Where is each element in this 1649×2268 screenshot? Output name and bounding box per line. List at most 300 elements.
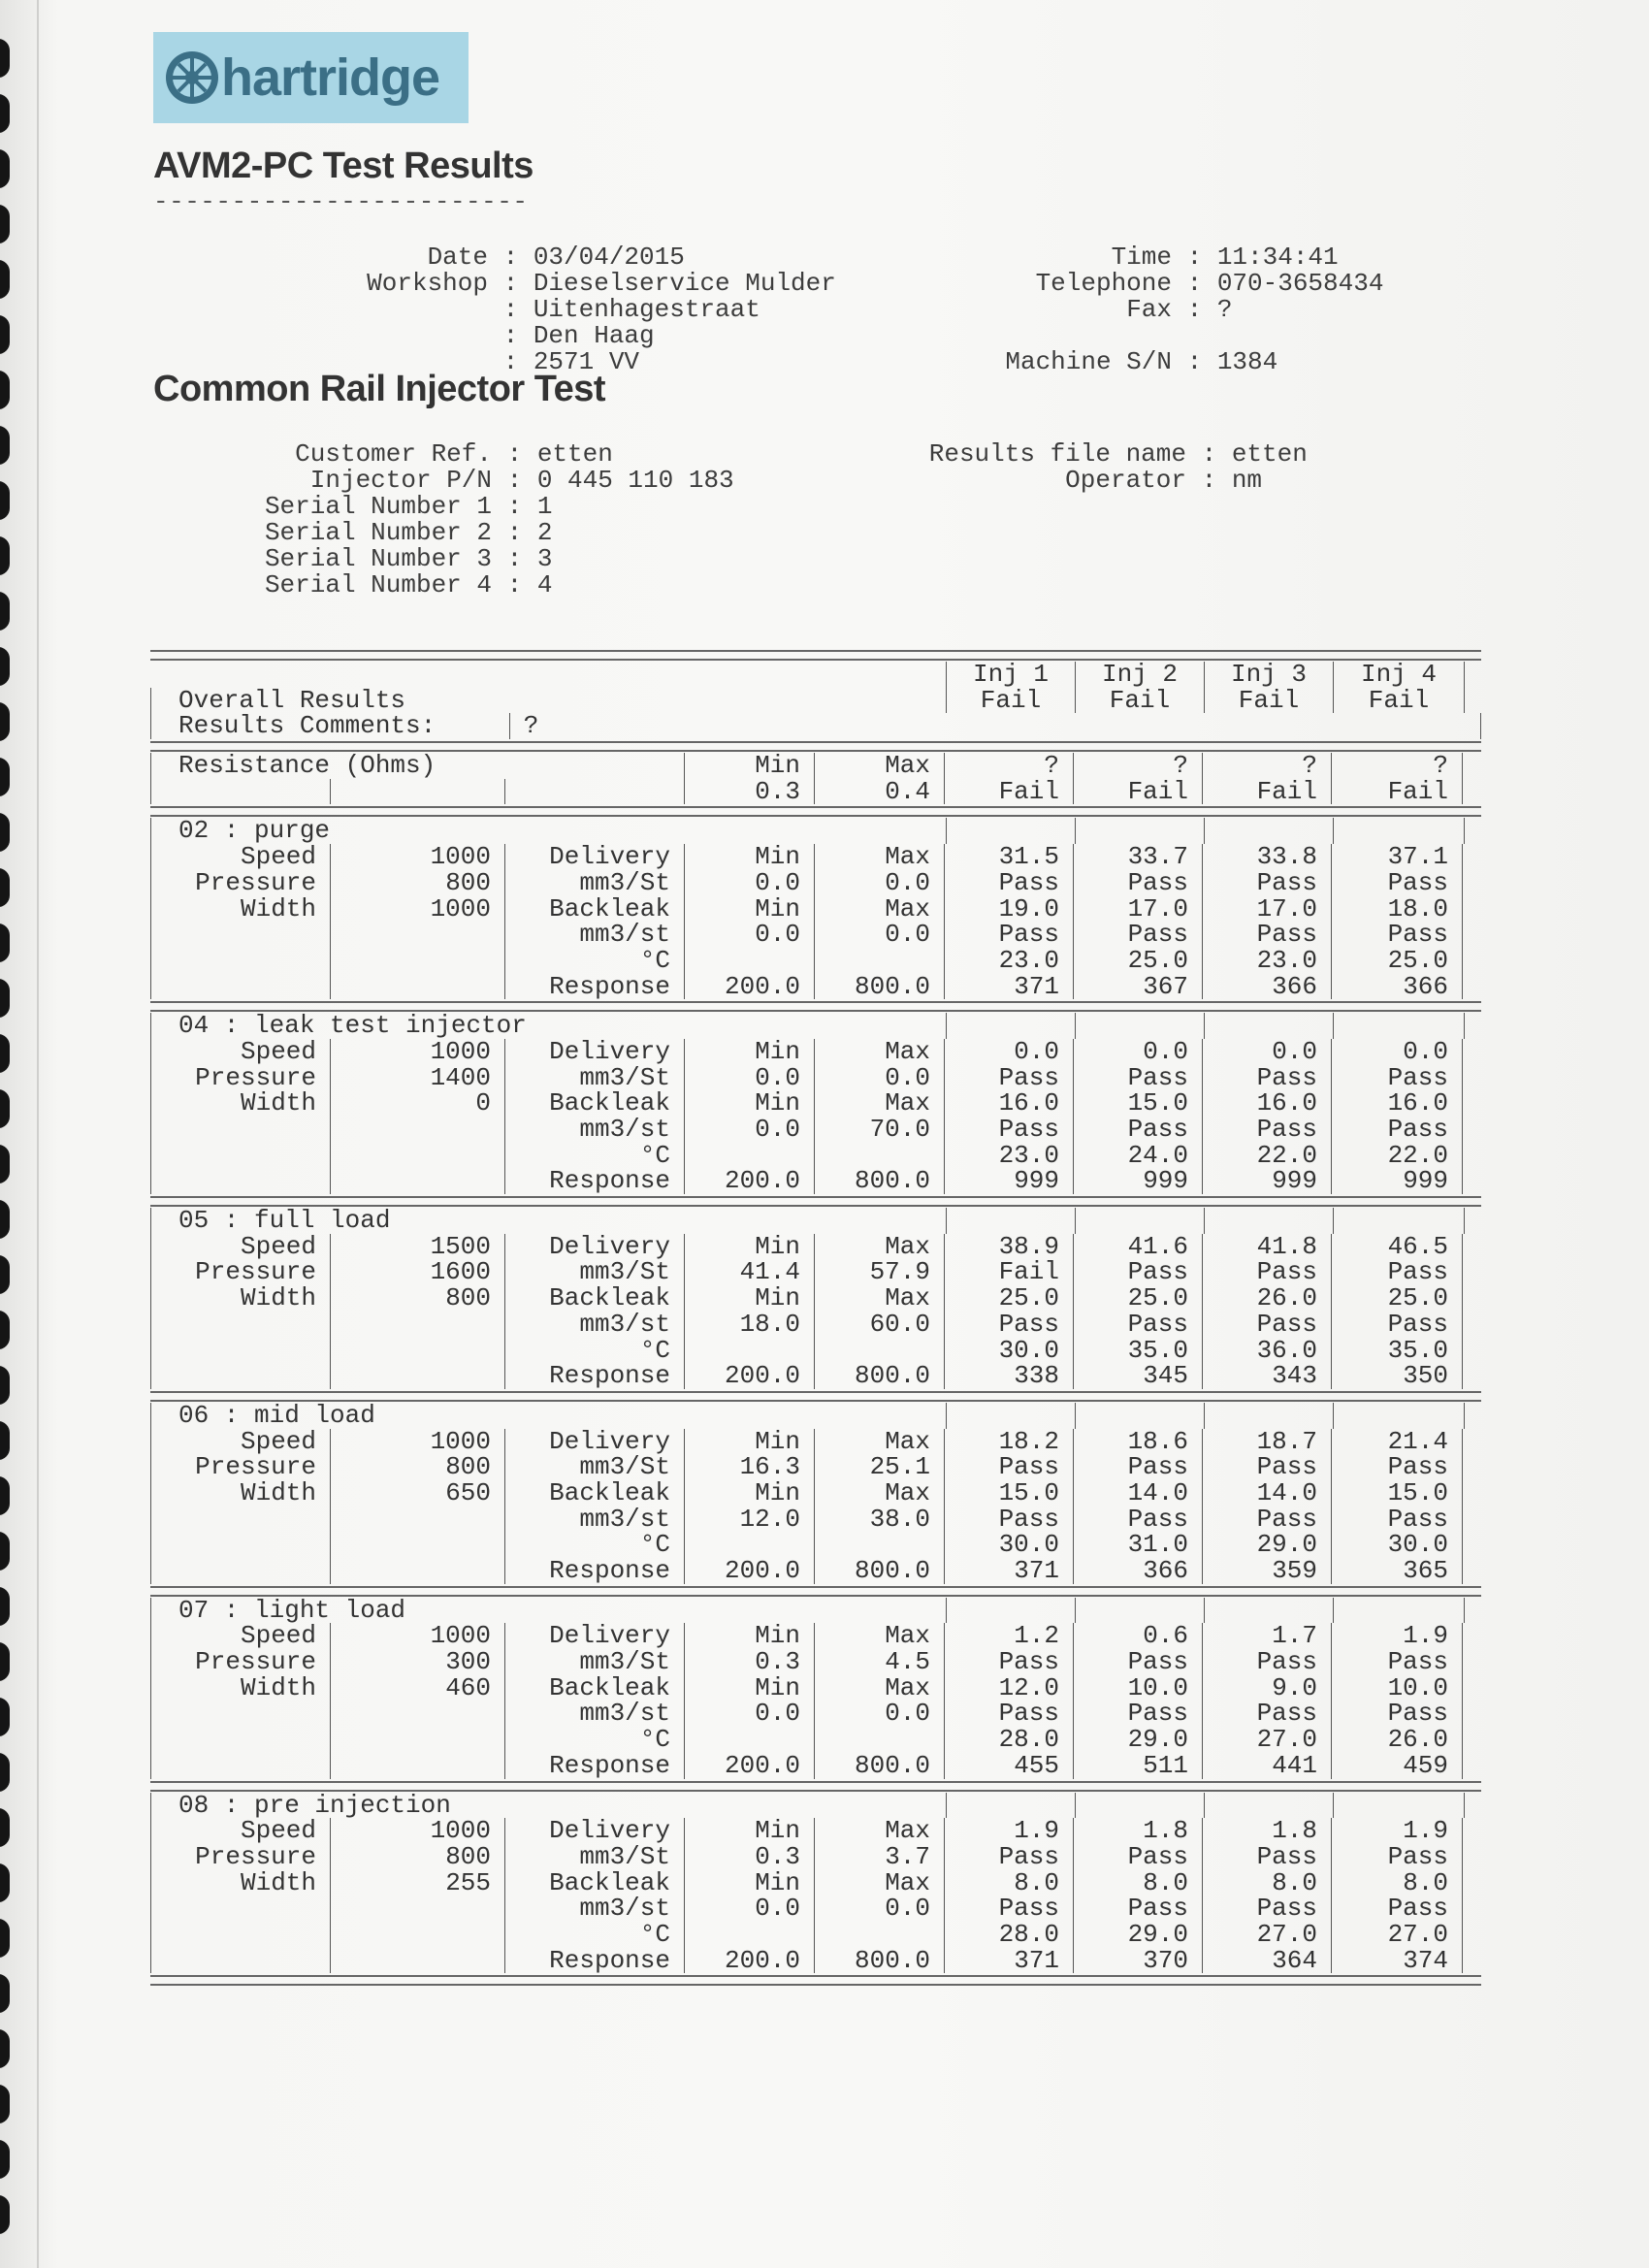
response-min: 200.0	[684, 1948, 814, 1974]
temperature-row	[150, 948, 1481, 974]
temperature-2: 24.0	[1073, 1143, 1202, 1169]
response-2: 345	[1073, 1363, 1202, 1389]
response-1: 371	[944, 1948, 1073, 1974]
test-title: 06 : mid load	[150, 1403, 946, 1429]
binder-hole	[0, 205, 10, 243]
speed-label: Speed	[150, 1039, 330, 1065]
temperature-1: 30.0	[944, 1338, 1073, 1364]
temperature-3: 36.0	[1202, 1338, 1331, 1364]
backleak-value-2: 15.0	[1073, 1090, 1202, 1117]
delivery-min: 0.0	[684, 870, 814, 896]
delivery-result-2: Pass	[1073, 1454, 1202, 1480]
backleak-value-3: 17.0	[1202, 896, 1331, 923]
delivery-value-1: 1.2	[944, 1623, 1073, 1649]
delivery-max: 25.1	[814, 1454, 944, 1480]
resistance-min-label: Min	[684, 753, 814, 779]
delivery-limit-row	[150, 1454, 1481, 1480]
test-block	[150, 1013, 1481, 1207]
delivery-limit-row	[150, 1844, 1481, 1870]
backleak-value-4: 18.0	[1331, 896, 1463, 923]
delivery-result-1: Pass	[944, 1844, 1073, 1870]
table-rule	[150, 1391, 1481, 1402]
results-table	[150, 648, 1481, 1987]
response-min: 200.0	[684, 1753, 814, 1779]
delivery-value-1: 0.0	[944, 1039, 1073, 1065]
temperature-4: 22.0	[1331, 1143, 1463, 1169]
backleak-label: Backleak	[504, 1480, 684, 1507]
binder-hole	[0, 1698, 10, 1736]
temperature-3: 29.0	[1202, 1532, 1331, 1558]
response-1: 999	[944, 1168, 1073, 1194]
speed-label: Speed	[150, 1429, 330, 1455]
backleak-result-4: Pass	[1331, 1895, 1463, 1922]
delivery-min: 0.0	[684, 1065, 814, 1091]
backleak-result-4: Pass	[1331, 1312, 1463, 1338]
delivery-unit: mm3/St	[504, 1259, 684, 1285]
backleak-max: 0.0	[814, 922, 944, 948]
delivery-limit-row	[150, 1649, 1481, 1675]
response-3: 441	[1202, 1753, 1331, 1779]
backleak-value-2: 8.0	[1073, 1870, 1202, 1896]
backleak-value-1: 15.0	[944, 1480, 1073, 1507]
response-1: 455	[944, 1753, 1073, 1779]
width-label: Width	[150, 1675, 330, 1701]
backleak-value-1: 16.0	[944, 1090, 1073, 1117]
backleak-value-4: 15.0	[1331, 1480, 1463, 1507]
test-title: 07 : light load	[150, 1598, 946, 1624]
inj-1-header: Inj 1	[946, 662, 1075, 688]
overall-results-row	[150, 688, 1481, 714]
delivery-max-label: Max	[814, 844, 944, 870]
response-label: Response	[504, 1168, 684, 1194]
hartridge-logo	[153, 32, 469, 123]
binder-hole	[0, 1145, 10, 1183]
backleak-value-2: 10.0	[1073, 1675, 1202, 1701]
backleak-result-4: Pass	[1331, 1701, 1463, 1727]
resistance-value-4: ?	[1331, 753, 1463, 779]
backleak-value-4: 8.0	[1331, 1870, 1463, 1896]
telephone-label: Telephone	[1035, 269, 1172, 298]
delivery-value-4: 46.5	[1331, 1234, 1463, 1260]
backleak-max: 70.0	[814, 1117, 944, 1143]
response-4: 366	[1331, 974, 1463, 1000]
response-4: 374	[1331, 1948, 1463, 1974]
delivery-value-2: 41.6	[1073, 1234, 1202, 1260]
width-label: Width	[150, 1090, 330, 1117]
delivery-max-label: Max	[814, 1429, 944, 1455]
backleak-value-1: 8.0	[944, 1870, 1073, 1896]
temperature-3: 27.0	[1202, 1922, 1331, 1948]
backleak-value-3: 26.0	[1202, 1285, 1331, 1312]
operator-label: Operator	[1065, 466, 1186, 495]
delivery-value-3: 0.0	[1202, 1039, 1331, 1065]
time-label: Time	[1111, 243, 1172, 272]
speed-label: Speed	[150, 1234, 330, 1260]
backleak-max: 0.0	[814, 1701, 944, 1727]
telephone-value: 070-3658434	[1216, 269, 1384, 298]
delivery-result-3: Pass	[1202, 1649, 1331, 1675]
overall-result-4: Fail	[1333, 688, 1465, 714]
header-right: Time : 11:34:41 Telephone : 070-3658434 Fax : ? Machine S/N : 1384	[992, 244, 1383, 375]
response-4: 365	[1331, 1558, 1463, 1584]
resistance-row	[150, 753, 1481, 779]
injector-pn-label: Injector P/N	[309, 466, 492, 495]
binder-hole	[0, 260, 10, 299]
delivery-value-4: 21.4	[1331, 1429, 1463, 1455]
response-min: 200.0	[684, 1558, 814, 1584]
delivery-row	[150, 1039, 1481, 1065]
binder-hole	[0, 1034, 10, 1073]
inj-2-header: Inj 2	[1075, 662, 1204, 688]
response-row	[150, 1753, 1481, 1779]
delivery-max-label: Max	[814, 1039, 944, 1065]
machine-sn-label: Machine S/N	[1005, 347, 1172, 376]
delivery-label: Delivery	[504, 1039, 684, 1065]
serial-value-2: 2	[536, 518, 553, 547]
width-value: 650	[330, 1480, 504, 1507]
injector-pn-value: 0 445 110 183	[536, 466, 734, 495]
delivery-result-1: Pass	[944, 870, 1073, 896]
page-title: AVM2-PC Test Results	[153, 146, 534, 186]
results-file-label: Results file name	[928, 439, 1186, 469]
delivery-min-label: Min	[684, 844, 814, 870]
overall-result-1: Fail	[946, 688, 1075, 714]
date-label: Date	[427, 243, 488, 272]
header-left: Date : 03/04/2015 Workshop : Dieselservice Mulder : Uitenhagestraat : Den Haag : 2571 VV	[344, 244, 836, 375]
backleak-result-1: Pass	[944, 922, 1073, 948]
workshop-label: Workshop	[367, 269, 488, 298]
delivery-row	[150, 844, 1481, 870]
delivery-result-3: Pass	[1202, 1454, 1331, 1480]
test-block	[150, 1598, 1481, 1792]
response-1: 371	[944, 974, 1073, 1000]
delivery-label: Delivery	[504, 1429, 684, 1455]
binder-hole	[0, 1089, 10, 1128]
backleak-result-3: Pass	[1202, 1312, 1331, 1338]
binder-hole	[0, 1255, 10, 1294]
response-row	[150, 1363, 1481, 1389]
backleak-value-4: 10.0	[1331, 1675, 1463, 1701]
temperature-1: 23.0	[944, 948, 1073, 974]
temperature-2: 35.0	[1073, 1338, 1202, 1364]
backleak-result-4: Pass	[1331, 922, 1463, 948]
fax-value: ?	[1216, 295, 1233, 324]
temperature-2: 25.0	[1073, 948, 1202, 974]
binder-hole	[0, 1863, 10, 1902]
delivery-value-3: 41.8	[1202, 1234, 1331, 1260]
response-label: Response	[504, 974, 684, 1000]
backleak-unit: mm3/st	[504, 922, 684, 948]
serial-value-3: 3	[536, 544, 553, 573]
response-label: Response	[504, 1363, 684, 1389]
table-rule	[150, 806, 1481, 817]
backleak-result-1: Pass	[944, 1117, 1073, 1143]
resistance-min: 0.3	[684, 779, 814, 805]
delivery-min-label: Min	[684, 1234, 814, 1260]
test-title-row	[150, 1208, 1481, 1234]
table-rule	[150, 1586, 1481, 1597]
delivery-limit-row	[150, 870, 1481, 896]
backleak-value-2: 25.0	[1073, 1285, 1202, 1312]
backleak-min: 0.0	[684, 1701, 814, 1727]
backleak-label: Backleak	[504, 896, 684, 923]
binder-hole	[0, 426, 10, 465]
backleak-limit-row	[150, 1895, 1481, 1922]
width-label: Width	[150, 1870, 330, 1896]
delivery-result-1: Fail	[944, 1259, 1073, 1285]
delivery-limit-row	[150, 1259, 1481, 1285]
delivery-min: 0.3	[684, 1649, 814, 1675]
width-value: 0	[330, 1090, 504, 1117]
table-rule	[150, 1975, 1481, 1986]
backleak-max: 60.0	[814, 1312, 944, 1338]
binder-hole	[0, 1421, 10, 1460]
section-title: Common Rail Injector Test	[153, 369, 606, 409]
pressure-value: 1600	[330, 1259, 504, 1285]
overall-result-3: Fail	[1204, 688, 1333, 714]
backleak-max-label: Max	[814, 1480, 944, 1507]
resistance-max: 0.4	[814, 779, 944, 805]
backleak-max: 0.0	[814, 1895, 944, 1922]
pressure-value: 800	[330, 870, 504, 896]
backleak-min-label: Min	[684, 1675, 814, 1701]
delivery-result-1: Pass	[944, 1065, 1073, 1091]
width-value: 800	[330, 1285, 504, 1312]
serial-label-4: Serial Number 4	[264, 570, 492, 599]
table-rule	[150, 741, 1481, 752]
temperature-2: 31.0	[1073, 1532, 1202, 1558]
title-underline: ------------------------	[153, 187, 529, 216]
pressure-label: Pressure	[150, 1454, 330, 1480]
temperature-row	[150, 1532, 1481, 1558]
temperature-1: 28.0	[944, 1727, 1073, 1753]
speed-label: Speed	[150, 844, 330, 870]
delivery-result-3: Pass	[1202, 1844, 1331, 1870]
backleak-value-4: 16.0	[1331, 1090, 1463, 1117]
temperature-1: 28.0	[944, 1922, 1073, 1948]
binder-hole	[0, 1532, 10, 1571]
delivery-unit: mm3/St	[504, 1649, 684, 1675]
binder-hole	[0, 813, 10, 852]
binder-hole	[0, 2029, 10, 2068]
binder-hole	[0, 1366, 10, 1405]
response-row	[150, 1948, 1481, 1974]
delivery-result-2: Pass	[1073, 1259, 1202, 1285]
delivery-value-3: 18.7	[1202, 1429, 1331, 1455]
serial-label-2: Serial Number 2	[264, 518, 492, 547]
binder-hole	[0, 1753, 10, 1792]
speed-value: 1000	[330, 1818, 504, 1844]
backleak-max-label: Max	[814, 1285, 944, 1312]
delivery-result-4: Pass	[1331, 1844, 1463, 1870]
delivery-max-label: Max	[814, 1234, 944, 1260]
test-title-row	[150, 1403, 1481, 1429]
binder-hole	[0, 1587, 10, 1626]
backleak-result-1: Pass	[944, 1312, 1073, 1338]
binder-hole	[0, 2140, 10, 2179]
table-rule	[150, 1001, 1481, 1012]
backleak-result-3: Pass	[1202, 922, 1331, 948]
delivery-value-4: 1.9	[1331, 1623, 1463, 1649]
backleak-value-3: 9.0	[1202, 1675, 1331, 1701]
resistance-label: Resistance (Ohms)	[150, 753, 684, 779]
backleak-value-1: 12.0	[944, 1675, 1073, 1701]
binder-hole	[0, 868, 10, 907]
backleak-result-3: Pass	[1202, 1117, 1331, 1143]
delivery-value-2: 33.7	[1073, 844, 1202, 870]
overall-results-label: Overall Results	[150, 688, 946, 714]
brand-name: hartridge	[221, 49, 440, 107]
inj-3-header: Inj 3	[1204, 662, 1333, 688]
test-info-left: Customer Ref. : etten Injector P/N : 0 445 110 183 Serial Number 1 : 1 Serial Number 2 : 2 Serial Number 3 : 3 Serial Number 4 : 4	[233, 441, 734, 599]
temperature-unit: °C	[504, 1532, 684, 1558]
delivery-value-2: 1.8	[1073, 1818, 1202, 1844]
width-label: Width	[150, 1480, 330, 1507]
backleak-result-4: Pass	[1331, 1507, 1463, 1533]
test-block	[150, 1208, 1481, 1402]
resistance-max-label: Max	[814, 753, 944, 779]
test-title: 02 : purge	[150, 818, 946, 844]
binder-hole	[0, 2085, 10, 2123]
response-label: Response	[504, 1948, 684, 1974]
temperature-unit: °C	[504, 1143, 684, 1169]
gear-icon	[161, 47, 223, 109]
serial-label-3: Serial Number 3	[264, 544, 492, 573]
backleak-result-2: Pass	[1073, 1507, 1202, 1533]
customer-ref-value: etten	[536, 439, 613, 469]
pressure-label: Pressure	[150, 1065, 330, 1091]
backleak-min-label: Min	[684, 1870, 814, 1896]
time-value: 11:34:41	[1216, 243, 1339, 272]
table-rule	[150, 1781, 1481, 1792]
backleak-min-label: Min	[684, 1285, 814, 1312]
temperature-row	[150, 1143, 1481, 1169]
response-2: 999	[1073, 1168, 1202, 1194]
backleak-row	[150, 896, 1481, 923]
backleak-min-label: Min	[684, 896, 814, 923]
backleak-result-1: Pass	[944, 1895, 1073, 1922]
results-comments-row	[150, 713, 1481, 739]
delivery-value-1: 18.2	[944, 1429, 1073, 1455]
backleak-row	[150, 1870, 1481, 1896]
binder-hole	[0, 315, 10, 354]
backleak-unit: mm3/st	[504, 1895, 684, 1922]
speed-value: 1000	[330, 1623, 504, 1649]
backleak-min-label: Min	[684, 1090, 814, 1117]
width-label: Width	[150, 1285, 330, 1312]
response-4: 350	[1331, 1363, 1463, 1389]
backleak-limit-row	[150, 1312, 1481, 1338]
operator-value: nm	[1231, 466, 1263, 495]
binder-hole	[0, 1919, 10, 1958]
response-max: 800.0	[814, 1948, 944, 1974]
binder-hole	[0, 1200, 10, 1239]
pressure-value: 300	[330, 1649, 504, 1675]
delivery-value-3: 1.8	[1202, 1818, 1331, 1844]
width-value: 460	[330, 1675, 504, 1701]
test-block	[150, 818, 1481, 1012]
response-label: Response	[504, 1753, 684, 1779]
delivery-max: 0.0	[814, 870, 944, 896]
pressure-value: 1400	[330, 1065, 504, 1091]
delivery-unit: mm3/St	[504, 1065, 684, 1091]
backleak-row	[150, 1285, 1481, 1312]
delivery-value-4: 1.9	[1331, 1818, 1463, 1844]
workshop-line-4: 2571 VV	[533, 347, 640, 376]
binder-hole	[0, 1808, 10, 1847]
delivery-min-label: Min	[684, 1623, 814, 1649]
temperature-row	[150, 1922, 1481, 1948]
temperature-row	[150, 1727, 1481, 1753]
temperature-row	[150, 1338, 1481, 1364]
backleak-min: 0.0	[684, 1117, 814, 1143]
resistance-value-2: ?	[1073, 753, 1202, 779]
backleak-row	[150, 1480, 1481, 1507]
delivery-result-2: Pass	[1073, 1065, 1202, 1091]
speed-value: 1000	[330, 1039, 504, 1065]
response-2: 367	[1073, 974, 1202, 1000]
response-1: 338	[944, 1363, 1073, 1389]
serial-value-4: 4	[536, 570, 553, 599]
overall-result-2: Fail	[1075, 688, 1204, 714]
response-4: 459	[1331, 1753, 1463, 1779]
delivery-value-1: 38.9	[944, 1234, 1073, 1260]
backleak-result-2: Pass	[1073, 1312, 1202, 1338]
response-min: 200.0	[684, 1363, 814, 1389]
temperature-1: 30.0	[944, 1532, 1073, 1558]
backleak-result-3: Pass	[1202, 1507, 1331, 1533]
response-row	[150, 1558, 1481, 1584]
test-block	[150, 1793, 1481, 1987]
speed-value: 1000	[330, 844, 504, 870]
delivery-result-4: Pass	[1331, 1065, 1463, 1091]
backleak-max-label: Max	[814, 1675, 944, 1701]
delivery-value-2: 18.6	[1073, 1429, 1202, 1455]
delivery-row	[150, 1818, 1481, 1844]
binder-hole	[0, 371, 10, 409]
overall-header-row	[150, 662, 1481, 688]
backleak-max-label: Max	[814, 896, 944, 923]
resistance-result-3: Fail	[1202, 779, 1331, 805]
response-2: 366	[1073, 1558, 1202, 1584]
backleak-result-3: Pass	[1202, 1895, 1331, 1922]
binder-hole	[0, 149, 10, 188]
pressure-label: Pressure	[150, 870, 330, 896]
resistance-result-row	[150, 779, 1481, 805]
delivery-result-4: Pass	[1331, 1259, 1463, 1285]
response-3: 999	[1202, 1168, 1331, 1194]
delivery-value-4: 0.0	[1331, 1039, 1463, 1065]
delivery-result-1: Pass	[944, 1454, 1073, 1480]
delivery-row	[150, 1429, 1481, 1455]
backleak-value-3: 14.0	[1202, 1480, 1331, 1507]
delivery-row	[150, 1623, 1481, 1649]
temperature-4: 26.0	[1331, 1727, 1463, 1753]
backleak-unit: mm3/st	[504, 1117, 684, 1143]
speed-value: 1500	[330, 1234, 504, 1260]
backleak-max: 38.0	[814, 1507, 944, 1533]
binder-rim	[37, 0, 39, 2268]
test-sections	[150, 818, 1481, 1986]
temperature-3: 27.0	[1202, 1727, 1331, 1753]
response-min: 200.0	[684, 1168, 814, 1194]
backleak-result-1: Pass	[944, 1701, 1073, 1727]
binder-hole	[0, 94, 10, 133]
temperature-2: 29.0	[1073, 1922, 1202, 1948]
delivery-value-3: 33.8	[1202, 844, 1331, 870]
temperature-3: 23.0	[1202, 948, 1331, 974]
backleak-value-1: 19.0	[944, 896, 1073, 923]
